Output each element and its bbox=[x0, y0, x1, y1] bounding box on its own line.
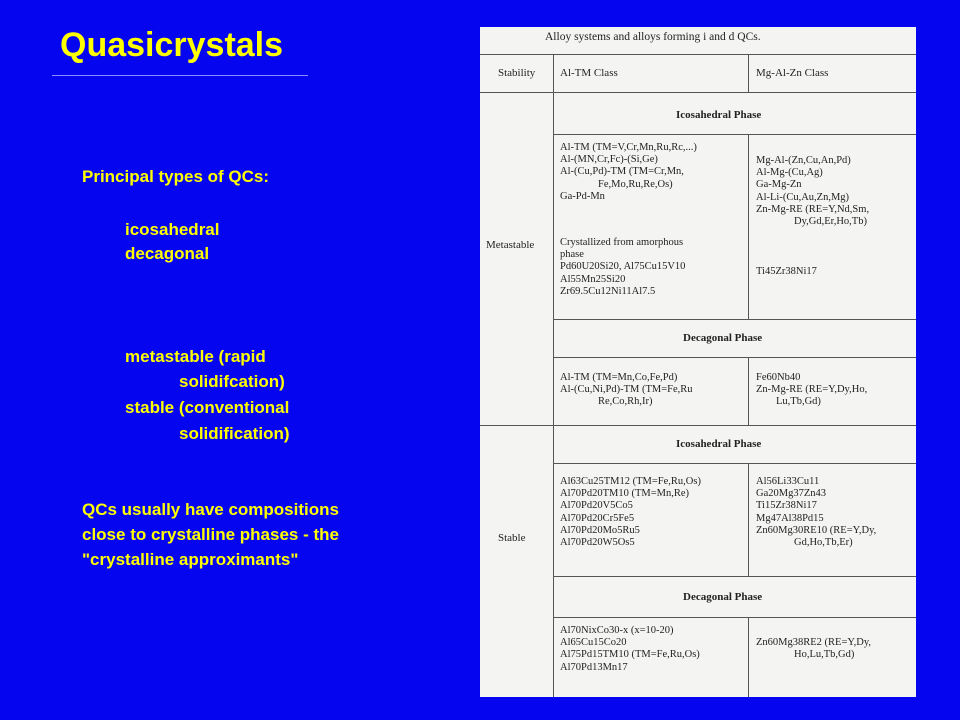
table-rule bbox=[480, 54, 916, 55]
table-rule bbox=[480, 425, 916, 426]
table-rule bbox=[480, 92, 916, 93]
table-rule bbox=[748, 54, 749, 92]
cell-metastable-ico-mg: Mg-Al-(Zn,Cu,An,Pd) Al-Mg-(Cu,Ag) Ga-Mg-Zn Al-Li-(Cu,Au,Zn,Mg) Zn-Mg-RE (RE=Y,Nd,Sm, Dy,Gd,Er,Ho,Tb) bbox=[756, 155, 870, 228]
cell-stable-dec-mg: Zn60Mg38RE2 (RE=Y,Dy, Ho,Lu,Tb,Gd) bbox=[756, 637, 872, 661]
table-rule bbox=[553, 134, 916, 135]
metastable-line-1: metastable (rapid bbox=[125, 347, 266, 366]
cell-metastable-ico-al: Al-TM (TM=V,Cr,Mn,Ru,Rc,...) Al-(MN,Cr,Fc)-(Si,Ge) Al-(Cu,Pd)-TM (TM=Cr,Mn, Fe,Mo,Ru,Re,Os) Ga-Pd-Mn bbox=[560, 142, 697, 202]
cell-metastable-dec-al: Al-TM (TM=Mn,Co,Fe,Pd) Al-(Cu,Ni,Pd)-TM (TM=Fe,Ru Re,Co,Rh,Ir) bbox=[560, 372, 693, 408]
table-rule bbox=[553, 357, 916, 358]
stable-line-2: solidification) bbox=[179, 424, 290, 443]
cell-metastable-dec-mg: Fe60Nb40 Zn-Mg-RE (RE=Y,Dy,Ho, Lu,Tb,Gd) bbox=[756, 372, 868, 408]
row-stable-label: Stable bbox=[498, 532, 526, 544]
type-icosahedral: icosahedral bbox=[125, 220, 220, 239]
table-rule bbox=[748, 134, 749, 319]
col-al-tm-header: Al-TM Class bbox=[560, 67, 618, 79]
table-rule bbox=[553, 463, 916, 464]
table-rule bbox=[553, 54, 554, 697]
title-underline bbox=[52, 75, 308, 76]
stable-line-1: stable (conventional bbox=[125, 398, 290, 417]
note-line-1: QCs usually have compositions bbox=[82, 500, 339, 519]
principal-types-heading: Principal types of QCs: bbox=[82, 167, 270, 186]
table-rule bbox=[553, 319, 916, 320]
table-rule bbox=[748, 357, 749, 425]
note-line-3: "crystalline approximants" bbox=[82, 550, 299, 569]
phase-header-icosahedral: Icosahedral Phase bbox=[676, 438, 762, 450]
col-mg-header: Mg-Al-Zn Class bbox=[756, 67, 829, 79]
metastable-line-2: solidifcation) bbox=[179, 372, 285, 391]
table-rule bbox=[748, 463, 749, 576]
type-decagonal: decagonal bbox=[125, 244, 210, 263]
cell-stable-ico-al: Al63Cu25TM12 (TM=Fe,Ru,Os) Al70Pd20TM10 (TM=Mn,Re) Al70Pd20V5Co5 Al70Pd20Cr5Fe5 Al70Pd20Mo5Ru5 Al70Pd20W5Os5 bbox=[560, 476, 701, 549]
cell-stable-ico-mg: Al56Li33Cu11 Ga20Mg37Zn43 Ti15Zr38Ni17 Mg47Al38Pd15 Zn60Mg30RE10 (RE=Y,Dy, Gd,Ho,Tb,Er) bbox=[756, 476, 877, 549]
note-line-2: close to crystalline phases - the bbox=[82, 525, 339, 544]
cell-metastable-ico-mg-2: Ti45Zr38Ni17 bbox=[756, 266, 817, 277]
col-stability-header: Stability bbox=[498, 67, 536, 79]
table-caption: Alloy systems and alloys forming i and d QCs. bbox=[545, 31, 761, 43]
cell-metastable-ico-amorphous: Crystallized from amorphous phase Pd60U20Si20, Al75Cu15V10 Al55Mn25Si20 Zr69.5Cu12Ni11Al7.5 bbox=[560, 237, 686, 297]
table-rule bbox=[553, 617, 916, 618]
alloy-table-image bbox=[480, 27, 916, 697]
table-rule bbox=[553, 576, 916, 577]
cell-stable-dec-al: Al70NixCo30-x (x=10-20) Al65Cu15Co20 Al75Pd15TM10 (TM=Fe,Ru,Os) Al70Pd13Mn17 bbox=[560, 625, 700, 673]
phase-header-icosahedral: Icosahedral Phase bbox=[676, 109, 762, 121]
table-rule bbox=[748, 617, 749, 697]
slide-title: Quasicrystals bbox=[60, 26, 284, 64]
phase-header-decagonal: Decagonal Phase bbox=[683, 591, 763, 603]
row-metastable-label: Metastable bbox=[486, 239, 535, 251]
phase-header-decagonal: Decagonal Phase bbox=[683, 332, 763, 344]
